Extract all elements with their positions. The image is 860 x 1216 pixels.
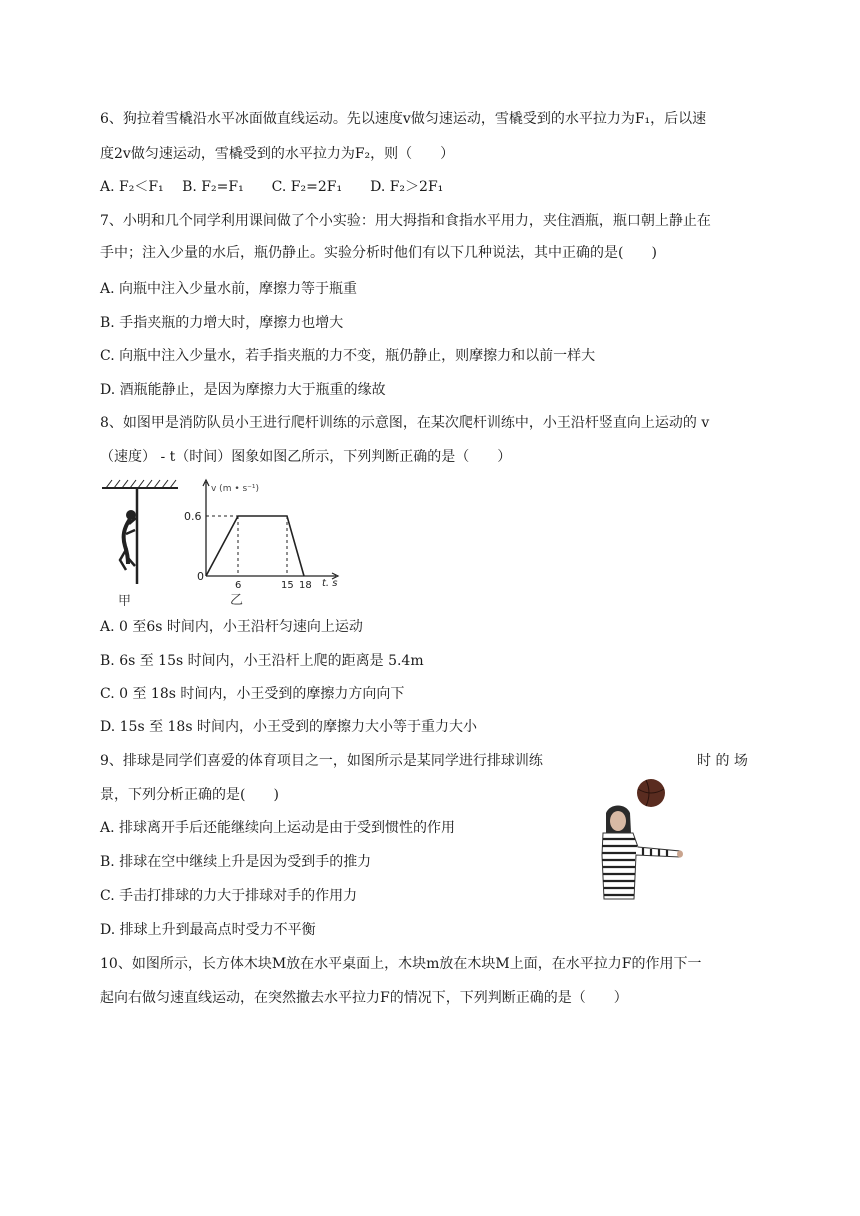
q8-stem-line1: 8、如图甲是消防队员小王进行爬杆训练的示意图，在某次爬杆训练中，小王沿杆竖直向上运动的 v [100,415,710,431]
q8-vt-graph [203,480,338,579]
volleyball-icon [637,779,665,807]
q7-option-b: B. 手指夹瓶的力增大时，摩擦力也增大 [100,315,344,331]
q9-stem-line1: 9、排球是同学们喜爱的体育项目之一，如图所示是某同学进行排球训练 [100,753,543,769]
q8-figure-label-jia: 甲 [118,594,132,606]
q8-vt-origin: 0 [197,570,204,583]
q8-figure-jia [102,480,178,584]
q8-vt-xlabel: t. s [322,578,338,589]
q8-option-c: C. 0 至 18s 时间内，小王受到的摩擦力方向向下 [100,686,405,702]
q8-vt-curve [206,516,304,576]
q7-option-a: A. 向瓶中注入少量水前，摩擦力等于瓶重 [100,281,358,297]
q6-options: A. F₂＜F₁ B. F₂=F₁ C. F₂=2F₁ D. F₂＞2F₁ [100,179,444,195]
q7-stem-line1: 7、小明和几个同学利用课间做了个小实验：用大拇指和食指水平用力，夹住酒瓶，瓶口朝上静止在 [100,213,711,229]
q9-option-c: C. 手击打排球的力大于排球对手的作用力 [100,888,358,904]
q8-vt-xtick: 6 [235,580,242,591]
q8-vt-ytick: 0.6 [184,510,202,523]
q8-figure [100,478,360,606]
q9-stem-line2: 景，下列分析正确的是( ) [100,787,279,803]
q8-option-b: B. 6s 至 15s 时间内，小王沿杆上爬的距离是 5.4m [100,653,424,669]
q9-stem-line1-tail: 时 的 场 [697,753,748,769]
q9-option-d: D. 排球上升到最高点时受力不平衡 [100,922,316,938]
q9-volleyball-figure [588,775,688,900]
q6-stem-line2: 度2v做匀速运动，雪橇受到的水平拉力为F₂，则（ ） [100,146,455,162]
q8-option-a: A. 0 至6s 时间内，小王沿杆匀速向上运动 [100,619,363,635]
q10-stem-line1: 10、如图所示，长方体木块M放在水平桌面上，木块m放在木块M上面，在水平拉力F的作用下一 [100,956,702,972]
player-figure-icon [602,806,683,900]
q9-option-b: B. 排球在空中继续上升是因为受到手的推力 [100,854,372,870]
q10-stem-line2: 起向右做匀速直线运动，在突然撤去水平拉力F的情况下，下列判断正确的是（ ） [100,990,628,1006]
q7-stem-line2: 手中；注入少量的水后，瓶仍静止。实验分析时他们有以下几种说法，其中正确的是( ) [100,245,657,261]
q8-vt-ylabel: v (m • s⁻¹) [211,484,260,494]
q8-option-d: D. 15s 至 18s 时间内，小王受到的摩擦力大小等于重力大小 [100,719,477,735]
q8-vt-xtick: 15 [281,580,294,591]
q6-stem-line1: 6、狗拉着雪橇沿水平冰面做直线运动。先以速度v做匀速运动，雪橇受到的水平拉力为F₁，后以速 [100,111,707,127]
q7-option-c: C. 向瓶中注入少量水，若手指夹瓶的力不变，瓶仍静止，则摩擦力和以前一样大 [100,348,596,364]
q7-option-d: D. 酒瓶能静止，是因为摩擦力大于瓶重的缘故 [100,382,386,398]
q8-figure-label-yi: 乙 [230,593,244,606]
climber-figure-icon [120,511,136,571]
q8-vt-xtick: 18 [299,580,312,591]
q9-option-a: A. 排球离开手后还能继续向上运动是由于受到惯性的作用 [100,820,456,836]
q8-stem-line2: （速度） - t（时间）图象如图乙所示，下列判断正确的是（ ） [100,449,512,465]
